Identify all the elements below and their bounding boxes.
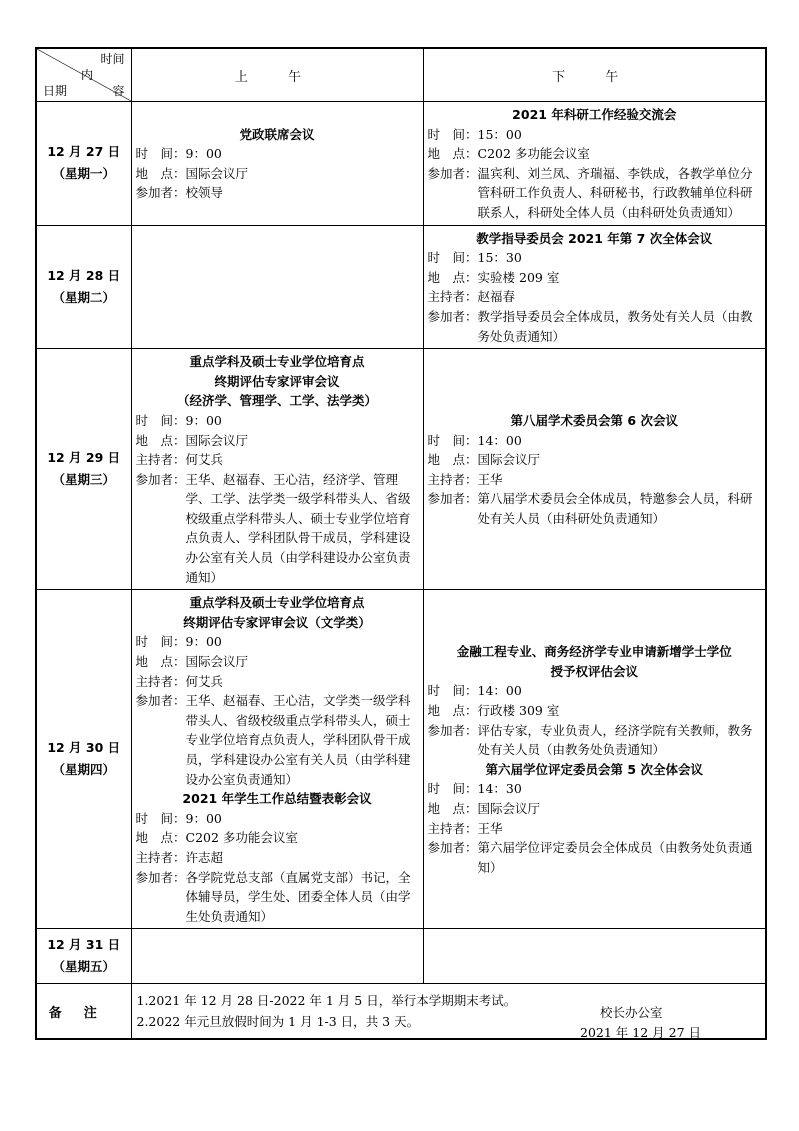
- meeting-block: [428, 760, 762, 878]
- meeting-block: [428, 105, 762, 223]
- meeting-attendees: [136, 183, 419, 203]
- meeting-attendees-label: 参加者：: [427, 308, 478, 324]
- note-line-1: 1.2021 年 12 月 28 日-2022 年 1 月 5 日，举行本学期期末考试。: [136, 993, 517, 1009]
- meeting-time: [136, 809, 419, 829]
- schedule-table: [35, 47, 767, 1040]
- meeting-title: 终期评估专家评审会议: [214, 373, 340, 389]
- meeting-host-value: 何艾兵: [185, 673, 224, 689]
- meeting-time-value: 9：00: [185, 634, 222, 650]
- meeting-place-label: 地 点：: [135, 432, 186, 448]
- meeting-block: [428, 642, 762, 760]
- meeting-time-value: 15：00: [477, 126, 522, 142]
- meeting-host: [136, 450, 419, 470]
- meeting-host-value: 何艾兵: [185, 452, 224, 468]
- meeting-title: 终期评估专家评审会议（文学类）: [183, 614, 371, 630]
- diag-content-label-2: 容: [112, 84, 125, 98]
- meeting-attendees-value: 教学指导委员会全体成员，教务处有关人员（由教务处负责通知）: [477, 308, 753, 344]
- meeting-time: [428, 431, 762, 451]
- meeting-place-value: 国际会议厅: [185, 432, 249, 448]
- meeting-attendees-value: 王华、赵福春、王心洁，经济学、管理学、工学、法学类一级学科带头人、省级校级重点学科带头人、硕士专业学位培育点负责人、学科团队骨干成员，学科建设办公室有关人员（由学科建设办公室负责通知）: [185, 471, 411, 585]
- meeting-block: [136, 593, 419, 789]
- meeting-title: （经济学、管理学、工学、法学类）: [176, 393, 377, 409]
- meeting-host: [428, 819, 762, 839]
- date-text: 12 月 27 日: [47, 144, 121, 160]
- meeting-time-label: 时 间：: [135, 146, 186, 162]
- meeting-attendees: [428, 164, 762, 223]
- day-row: [36, 225, 766, 349]
- header-row: [36, 48, 766, 102]
- meeting-attendees-value: 王华、赵福春、王心洁，文学类一级学科带头人、省级校级重点学科带头人，硕士专业学位培育点负责人，学科团队骨干成员，学科建设办公室有关人员（由学科建设办公室负责通知）: [185, 693, 411, 787]
- meeting-time: [136, 632, 419, 652]
- morning-cell: [131, 929, 423, 984]
- meeting-attendees: [428, 721, 762, 760]
- meeting-place: [428, 144, 762, 164]
- meeting-attendees-value: 各学院党总支部（直属党支部）书记，全体辅导员，学生处、团委全体人员（由学生处负责通知）: [185, 869, 411, 924]
- morning-cell: [131, 349, 423, 590]
- meeting-place-value: 国际会议厅: [477, 452, 541, 468]
- meeting-place: [136, 828, 419, 848]
- meeting-attendees-label: 参加者：: [135, 471, 186, 487]
- meeting-place-value: C202 多功能会议室: [477, 146, 590, 162]
- meeting-time: [428, 779, 762, 799]
- meeting-block: [136, 789, 419, 926]
- meeting-attendees-label: 参加者：: [135, 869, 186, 885]
- meeting-attendees-label: 参加者：: [427, 722, 478, 738]
- meeting-time-label: 时 间：: [135, 810, 186, 826]
- note-line-2: 2.2022 年元旦放假时间为 1 月 1-3 日，共 3 天。: [136, 1014, 420, 1030]
- date-text: 12 月 30 日: [47, 740, 121, 756]
- meeting-host: [136, 848, 419, 868]
- weekday-text: （星期三）: [52, 472, 115, 488]
- diag-time-label: 时间: [100, 52, 125, 66]
- footer-office: 校长办公室: [600, 1005, 663, 1020]
- meeting-place-label: 地 点：: [427, 269, 478, 285]
- meeting-attendees: [136, 868, 419, 927]
- meeting-attendees: [428, 838, 762, 877]
- meeting-time: [136, 411, 419, 431]
- afternoon-cell: [423, 102, 766, 226]
- meeting-title: 授予权评估会议: [550, 663, 638, 679]
- afternoon-cell: [423, 590, 766, 929]
- meeting-place: [428, 799, 762, 819]
- meeting-title: 金融工程专业、商务经济学专业申请新增学士学位: [456, 644, 732, 660]
- meeting-attendees-label: 参加者：: [135, 693, 186, 709]
- meeting-host-value: 王华: [477, 471, 503, 487]
- day-row: [36, 349, 766, 590]
- morning-cell: [131, 590, 423, 929]
- meeting-title: 第六届学位评定委员会第 5 次全体会议: [485, 761, 703, 777]
- afternoon-cell: [423, 349, 766, 590]
- meeting-time: [136, 144, 419, 164]
- meeting-time-label: 时 间：: [427, 683, 478, 699]
- day-row: [36, 102, 766, 226]
- meeting-host-label: 主持者：: [427, 820, 478, 836]
- meeting-time: [428, 248, 762, 268]
- meeting-time-value: 14：30: [477, 781, 522, 797]
- meeting-title: 重点学科及硕士专业学位培育点: [189, 354, 365, 370]
- meeting-title: 党政联席会议: [239, 126, 315, 142]
- afternoon-column-header: 下 午: [423, 48, 766, 102]
- meeting-title: 2021 年学生工作总结暨表彰会议: [182, 791, 372, 807]
- meeting-host-label: 主持者：: [427, 471, 478, 487]
- meeting-attendees-label: 参加者：: [427, 491, 478, 507]
- meeting-time-value: 9：00: [185, 412, 222, 428]
- meeting-host-value: 王华: [477, 820, 503, 836]
- morning-cell: [131, 102, 423, 226]
- meeting-host-label: 主持者：: [135, 452, 186, 468]
- meeting-block: [428, 229, 762, 347]
- meeting-host-value: 许志超: [185, 849, 224, 865]
- meeting-place-value: 国际会议厅: [477, 800, 541, 816]
- meeting-place: [136, 652, 419, 672]
- weekday-text: （星期一）: [52, 166, 115, 182]
- meeting-place-value: 实验楼 209 室: [477, 269, 560, 285]
- meeting-title: 第八届学术委员会第 6 次会议: [510, 412, 678, 428]
- meeting-time-label: 时 间：: [427, 126, 478, 142]
- meeting-time-value: 15：30: [477, 250, 522, 266]
- meeting-host: [428, 470, 762, 490]
- meeting-attendees-value: 第六届学位评定委员会全体成员（由教务处负责通知）: [477, 840, 753, 875]
- meeting-attendees: [136, 470, 419, 588]
- meeting-time-label: 时 间：: [427, 250, 478, 266]
- meeting-host-label: 主持者：: [427, 289, 478, 305]
- meeting-place-value: 国际会议厅: [185, 654, 249, 670]
- meeting-place: [136, 431, 419, 451]
- date-cell: [36, 102, 131, 226]
- meeting-time-label: 时 间：: [427, 432, 478, 448]
- meeting-attendees-value: 评估专家，专业负责人，经济学院有关教师，教务处有关人员（由教务处负责通知）: [477, 722, 753, 758]
- meeting-host: [428, 287, 762, 307]
- meeting-block: [136, 125, 419, 203]
- meeting-host-label: 主持者：: [135, 849, 186, 865]
- meeting-place-value: C202 多功能会议室: [185, 830, 298, 846]
- meeting-place: [428, 268, 762, 288]
- date-cell: [36, 929, 131, 984]
- weekday-text: （星期五）: [52, 959, 115, 975]
- meeting-attendees: [428, 489, 762, 528]
- meeting-time-label: 时 间：: [135, 634, 186, 650]
- date-cell: [36, 590, 131, 929]
- meeting-attendees-value: 温宾利、刘兰凤、齐瑞福、李铁成，各教学单位分管科研工作负责人、科研秘书，行政教辅单位科研联系人，科研处全体人员（由科研处负责通知）: [477, 165, 753, 220]
- meeting-time: [428, 681, 762, 701]
- date-cell: [36, 349, 131, 590]
- meeting-attendees-label: 参加者：: [427, 165, 478, 181]
- afternoon-cell: [423, 225, 766, 349]
- notes-label: 备注: [36, 984, 131, 1040]
- meeting-place: [428, 701, 762, 721]
- morning-cell: [131, 225, 423, 349]
- meeting-host-label: 主持者：: [135, 673, 186, 689]
- meeting-title: 2021 年科研工作经验交流会: [512, 107, 677, 122]
- meeting-place-label: 地 点：: [427, 146, 478, 162]
- meeting-attendees: [428, 307, 762, 346]
- meeting-host: [136, 672, 419, 692]
- diagonal-header-cell: [36, 48, 131, 102]
- date-text: 12 月 29 日: [47, 450, 121, 466]
- meeting-place-label: 地 点：: [427, 452, 478, 468]
- meeting-attendees-value: 第八届学术委员会全体成员，特邀参会人员，科研处有关人员（由科研处负责通知）: [477, 491, 753, 526]
- afternoon-cell: [423, 929, 766, 984]
- meeting-place: [428, 450, 762, 470]
- meeting-place-value: 国际会议厅: [185, 165, 249, 181]
- meeting-attendees: [136, 691, 419, 789]
- date-text: 12 月 28 日: [47, 267, 121, 283]
- meeting-time: [428, 125, 762, 145]
- date-text: 12 月 31 日: [47, 937, 121, 953]
- meeting-title: 教学指导委员会 2021 年第 7 次全体会议: [476, 230, 713, 246]
- footer-date: 2021 年 12 月 27 日: [580, 1025, 701, 1040]
- morning-column-header: 上 午: [131, 48, 423, 102]
- meeting-place: [136, 164, 419, 184]
- weekday-text: （星期四）: [52, 762, 115, 778]
- meeting-place-value: 行政楼 309 室: [477, 703, 560, 719]
- day-row: [36, 929, 766, 984]
- diag-date-label: 日期: [43, 84, 68, 98]
- diag-content-label-1: 内: [81, 68, 94, 82]
- meeting-place-label: 地 点：: [427, 703, 478, 719]
- meeting-attendees-label: 参加者：: [427, 840, 478, 856]
- meeting-time-value: 14：00: [477, 683, 522, 699]
- meeting-time-label: 时 间：: [135, 412, 186, 428]
- meeting-time-value: 14：00: [477, 432, 522, 448]
- meeting-title: 重点学科及硕士专业学位培育点: [189, 595, 365, 611]
- meeting-place-label: 地 点：: [427, 800, 478, 816]
- meeting-attendees-value: 校领导: [185, 185, 224, 201]
- meeting-time-label: 时 间：: [427, 781, 478, 797]
- meeting-block: [428, 411, 762, 529]
- meeting-place-label: 地 点：: [135, 165, 186, 181]
- meeting-place-label: 地 点：: [135, 654, 186, 670]
- meeting-attendees-label: 参加者：: [135, 185, 186, 201]
- meeting-time-value: 9：00: [185, 810, 222, 826]
- meeting-place-label: 地 点：: [135, 830, 186, 846]
- meeting-block: [136, 352, 419, 587]
- day-row: [36, 590, 766, 929]
- date-cell: [36, 225, 131, 349]
- weekday-text: （星期二）: [52, 289, 115, 305]
- meeting-host-value: 赵福春: [477, 289, 516, 305]
- meeting-time-value: 9：00: [185, 146, 222, 162]
